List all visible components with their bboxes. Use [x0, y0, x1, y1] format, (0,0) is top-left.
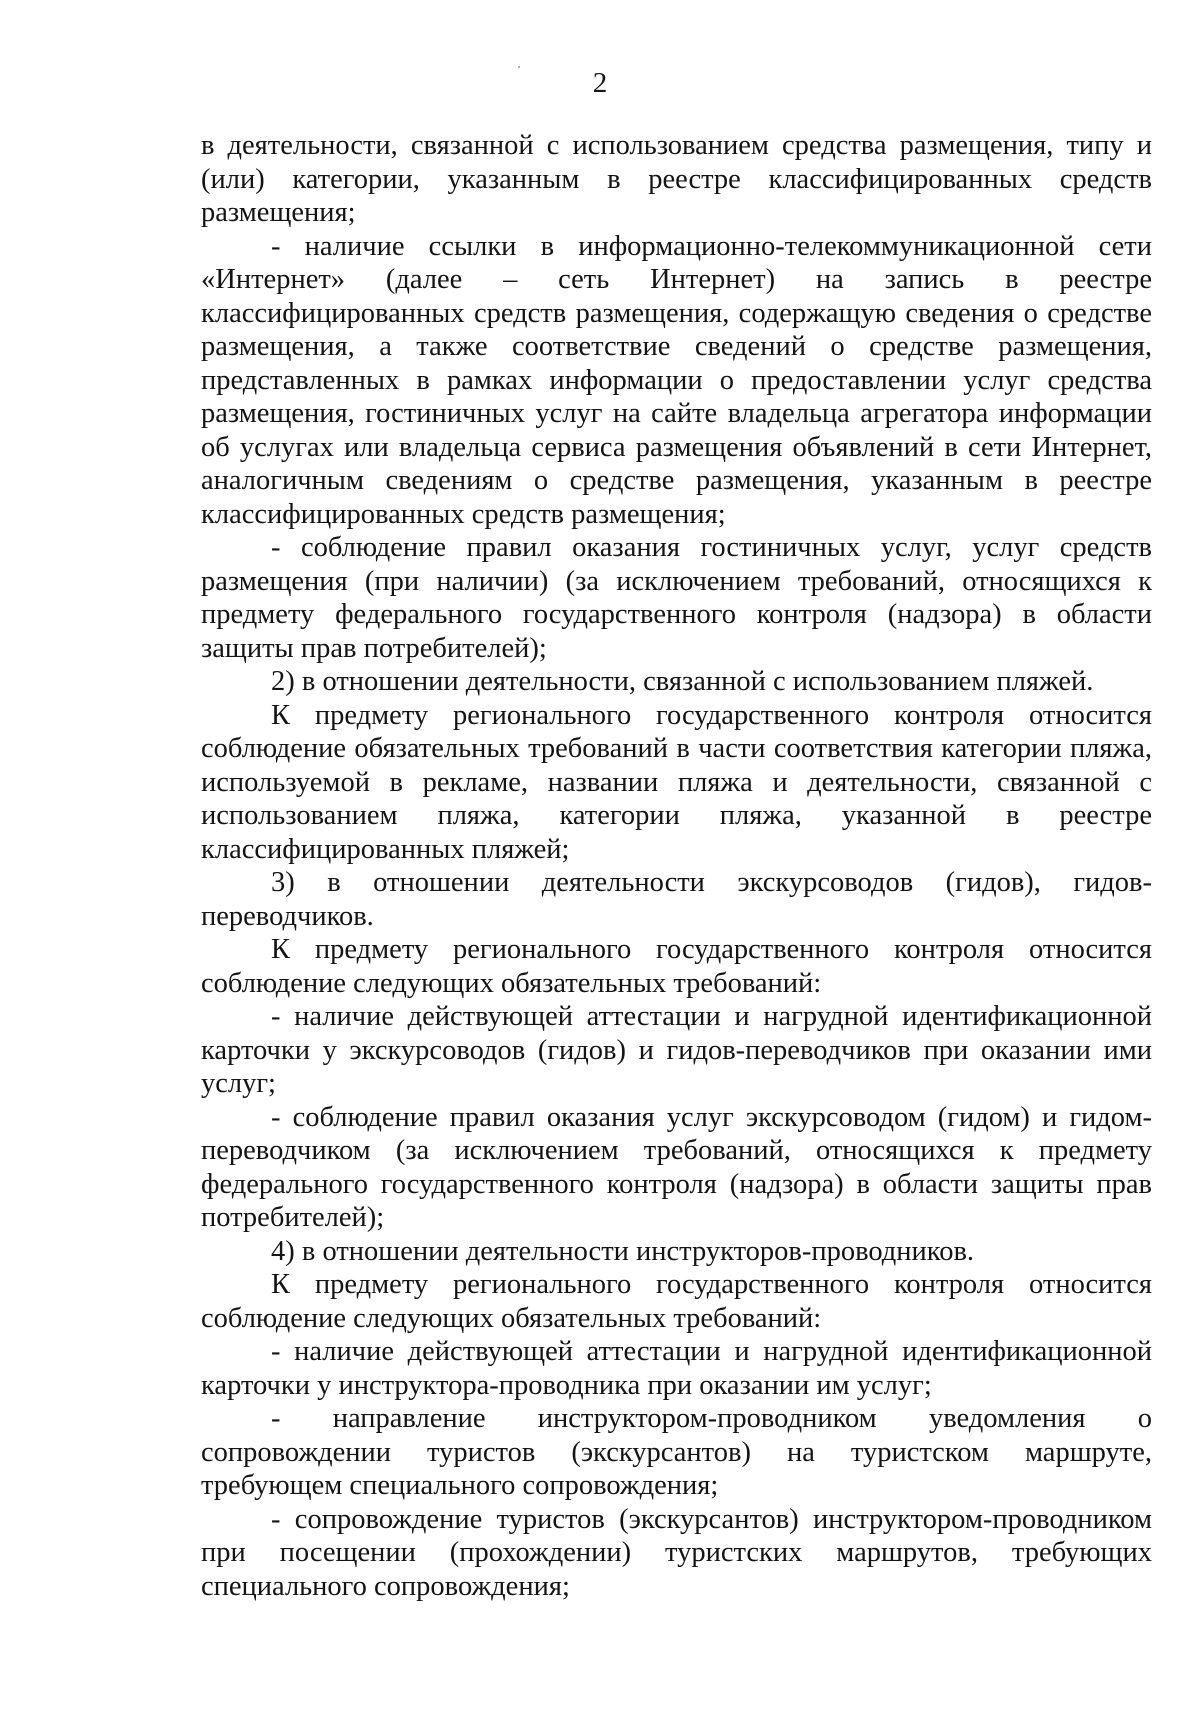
paragraph: - наличие действующей аттестации и нагрудной идентификационной карточки у экскурсоводов (гидов) и гидов-переводчиков при оказании ими услуг; [201, 1001, 1152, 1099]
paragraph: - наличие действующей аттестации и нагрудной идентификационной карточки у инструктора-проводника при оказании им услуг; [201, 1336, 1152, 1401]
paragraph: 4) в отношении деятельности инструкторов-проводников. [271, 1235, 975, 1267]
paragraph: К предмету регионального государственного контроля относится соблюдение следующих обязательных требований: [201, 934, 1152, 999]
paragraph: - соблюдение правил оказания гостиничных услуг, услуг средств размещения (при наличии) (за исключением требований, относящихся к предмету федерального государственного контроля (надзора) в области защиты прав потребителей); [201, 532, 1152, 664]
paragraph: - направление инструктором-проводником уведомления о сопровождении туристов (экскурсантов) на туристском маршруте, требующем специального сопровождения; [201, 1403, 1152, 1501]
paragraph: в деятельности, связанной с использованием средства размещения, типу и (или) категории, указанным в реестре классифицированных средств размещения; [201, 130, 1152, 228]
paragraph: 3) в отношении деятельности экскурсоводов (гидов), гидов-переводчиков. [201, 867, 1152, 932]
paragraph: К предмету регионального государственного контроля относится соблюдение обязательных требований в части соответствия категории пляжа, используемой в рекламе, названии пляжа и деятельности, связанной с использованием пляжа, категории пляжа, указанной в реестре классифицированных пляжей; [201, 699, 1152, 865]
paragraph: - наличие ссылки в информационно-телекоммуникационной сети «Интернет» (далее – сеть Интернет) на запись в реестре классифицированных средств размещения, содержащую сведения о средстве размещения, а также соответствие сведений о средстве размещения, представленных в рамках информации о предоставлении услуг средства размещения, гостиничных услуг на сайте владельца агрегатора информации об услугах или владельца сервиса размещения объявлений в сети Интернет, аналогичным сведениям о средстве размещения, указанным в реестре классифицированных средств размещения; [201, 230, 1152, 530]
page-number: 2 [592, 67, 608, 99]
paragraph: - сопровождение туристов (экскурсантов) инструктором-проводником при посещении (прохождении) туристских маршрутов, требующих специального сопровождения; [201, 1503, 1152, 1602]
paragraph: К предмету регионального государственного контроля относится соблюдение следующих обязательных требований: [201, 1269, 1152, 1334]
paragraph: - соблюдение правил оказания услуг экскурсоводом (гидом) и гидом-переводчиком (за исключением требований, относящихся к предмету федерального государственного контроля (надзора) в области защиты прав потребителей); [201, 1101, 1152, 1233]
paragraph: 2) в отношении деятельности, связанной с использованием пляжей. [271, 666, 1094, 697]
body-text [201, 129, 1152, 1603]
